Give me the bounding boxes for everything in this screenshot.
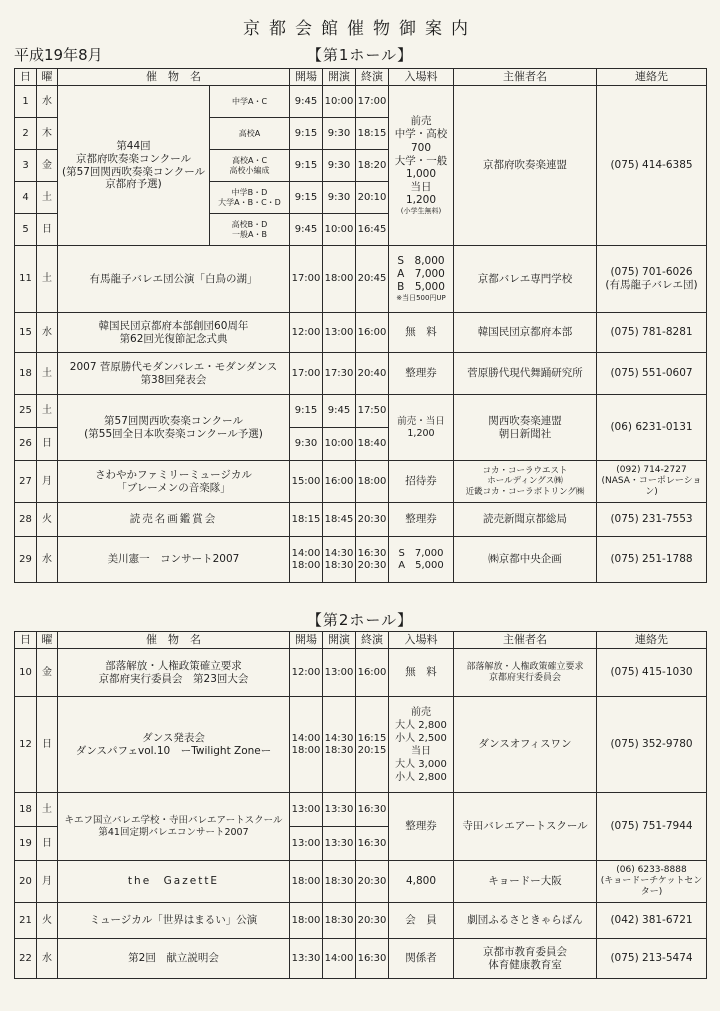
event-name: 第2回 献立説明会 bbox=[58, 939, 290, 979]
start-time: 10:00 bbox=[323, 428, 356, 461]
contact-phone: (075) 415-1030 bbox=[597, 649, 707, 697]
col-header-fee: 入場料 bbox=[389, 69, 454, 86]
start-time: 18:00 bbox=[323, 246, 356, 313]
end-time: 16:00 bbox=[356, 313, 389, 353]
start-time: 14:00 bbox=[323, 939, 356, 979]
col-header-weekday: 曜 bbox=[37, 632, 58, 649]
event-name: さわやかファミリーミュージカル 「ブレーメンの音楽隊」 bbox=[58, 461, 290, 503]
fee-text: 無 料 bbox=[389, 649, 454, 697]
start-time: 18:30 bbox=[323, 903, 356, 939]
weekday-cell: 水 bbox=[37, 86, 58, 118]
start-time: 13:00 bbox=[323, 649, 356, 697]
organizer-name: 寺田バレエアートスクール bbox=[454, 793, 597, 861]
open-time: 14:00 18:00 bbox=[290, 537, 323, 583]
fee-text: 整理券 bbox=[389, 793, 454, 861]
fee-text: 整理券 bbox=[389, 503, 454, 537]
table-row bbox=[15, 903, 707, 939]
contact-phone: (075) 701-6026 (有馬龍子バレエ団) bbox=[597, 246, 707, 313]
contact-phone: (075) 231-7553 bbox=[597, 503, 707, 537]
table-row bbox=[15, 395, 707, 428]
end-time: 16:30 20:30 bbox=[356, 537, 389, 583]
organizer-name: 京都バレエ専門学校 bbox=[454, 246, 597, 313]
event-subdivision: 高校A・C 高校小編成 bbox=[210, 150, 290, 182]
open-time: 15:00 bbox=[290, 461, 323, 503]
organizer-name: 読売新聞京都総局 bbox=[454, 503, 597, 537]
contact-phone: (075) 352-9780 bbox=[597, 697, 707, 793]
table-row bbox=[15, 649, 707, 697]
start-time: 10:00 bbox=[323, 86, 356, 118]
day-cell: 12 bbox=[15, 697, 37, 793]
col-header-day: 日 bbox=[15, 632, 37, 649]
col-header-day: 日 bbox=[15, 69, 37, 86]
day-cell: 29 bbox=[15, 537, 37, 583]
weekday-cell: 日 bbox=[37, 214, 58, 246]
open-time: 13:00 bbox=[290, 793, 323, 827]
event-name: キエフ国立バレエ学校・寺田バレエアートスクール 第41回定期バレエコンサート2007 bbox=[58, 793, 290, 861]
table-row bbox=[15, 537, 707, 583]
day-cell: 2 bbox=[15, 118, 37, 150]
fee-text: 無 料 bbox=[389, 313, 454, 353]
start-time: 13:00 bbox=[323, 313, 356, 353]
end-time: 16:45 bbox=[356, 214, 389, 246]
open-time: 9:15 bbox=[290, 150, 323, 182]
organizer-name: 京都府吹奏楽連盟 bbox=[454, 86, 597, 246]
contact-phone: (06) 6233-8888 (キョードーチケットセンター) bbox=[597, 861, 707, 903]
end-time: 18:20 bbox=[356, 150, 389, 182]
start-time: 14:30 18:30 bbox=[323, 697, 356, 793]
weekday-cell: 火 bbox=[37, 503, 58, 537]
start-time: 13:30 bbox=[323, 827, 356, 861]
weekday-cell: 火 bbox=[37, 903, 58, 939]
day-cell: 21 bbox=[15, 903, 37, 939]
col-header-organizer: 主催者名 bbox=[454, 69, 597, 86]
end-time: 18:00 bbox=[356, 461, 389, 503]
page-title: 京都会館催物御案内 bbox=[243, 19, 477, 39]
organizer-name: ダンスオフィスワン bbox=[454, 697, 597, 793]
open-time: 18:15 bbox=[290, 503, 323, 537]
organizer-name: 菅原勝代現代舞踊研究所 bbox=[454, 353, 597, 395]
col-header-start: 開演 bbox=[323, 69, 356, 86]
organizer-name: ㈱京都中央企画 bbox=[454, 537, 597, 583]
open-time: 9:30 bbox=[290, 428, 323, 461]
table-row bbox=[15, 313, 707, 353]
table-header-row bbox=[15, 69, 707, 86]
start-time: 16:00 bbox=[323, 461, 356, 503]
event-name: 部落解放・人権政策確立要求 京都府実行委員会 第23回大会 bbox=[58, 649, 290, 697]
open-time: 17:00 bbox=[290, 246, 323, 313]
open-time: 13:00 bbox=[290, 827, 323, 861]
hall2-schedule-table bbox=[14, 631, 707, 979]
col-header-contact: 連絡先 bbox=[597, 69, 707, 86]
col-header-event: 催 物 名 bbox=[58, 632, 290, 649]
open-time: 12:00 bbox=[290, 649, 323, 697]
fee-text: 前売・当日 1,200 bbox=[389, 395, 454, 461]
weekday-cell: 水 bbox=[37, 313, 58, 353]
table-row bbox=[15, 793, 707, 827]
weekday-cell: 土 bbox=[37, 353, 58, 395]
end-time: 17:00 bbox=[356, 86, 389, 118]
weekday-cell: 土 bbox=[37, 395, 58, 428]
col-header-open: 開場 bbox=[290, 632, 323, 649]
end-time: 16:30 bbox=[356, 827, 389, 861]
fee-text: 会 員 bbox=[389, 903, 454, 939]
day-cell: 18 bbox=[15, 793, 37, 827]
col-header-start: 開演 bbox=[323, 632, 356, 649]
fee-text: 前売 中学・高校 700 大学・一般 1,000 当日 1,200 bbox=[394, 115, 448, 207]
weekday-cell: 日 bbox=[37, 697, 58, 793]
col-header-weekday: 曜 bbox=[37, 69, 58, 86]
day-cell: 20 bbox=[15, 861, 37, 903]
start-time: 9:30 bbox=[323, 118, 356, 150]
event-name: 第44回 京都府吹奏楽コンクール (第57回関西吹奏楽コンクール 京都府予選) bbox=[58, 86, 210, 246]
day-cell: 3 bbox=[15, 150, 37, 182]
start-time: 9:30 bbox=[323, 150, 356, 182]
event-name: 読売名画鑑賞会 bbox=[58, 503, 290, 537]
day-cell: 11 bbox=[15, 246, 37, 313]
open-time: 18:00 bbox=[290, 861, 323, 903]
table-row bbox=[15, 861, 707, 903]
table-row bbox=[15, 697, 707, 793]
open-time: 9:15 bbox=[290, 118, 323, 150]
end-time: 18:15 bbox=[356, 118, 389, 150]
start-time: 14:30 18:30 bbox=[323, 537, 356, 583]
organizer-name: 関西吹奏楽連盟 朝日新聞社 bbox=[454, 395, 597, 461]
col-header-end: 終演 bbox=[356, 632, 389, 649]
day-cell: 28 bbox=[15, 503, 37, 537]
hall1-heading: 【第1ホール】 bbox=[306, 46, 414, 64]
end-time: 20:30 bbox=[356, 861, 389, 903]
event-subdivision: 中学B・D 大学A・B・C・D bbox=[210, 182, 290, 214]
contact-phone: (075) 213-5474 bbox=[597, 939, 707, 979]
event-subdivision: 高校A bbox=[210, 118, 290, 150]
day-cell: 19 bbox=[15, 827, 37, 861]
weekday-cell: 土 bbox=[37, 246, 58, 313]
contact-phone: (075) 751-7944 bbox=[597, 793, 707, 861]
event-subdivision: 中学A・C bbox=[210, 86, 290, 118]
end-time: 16:00 bbox=[356, 649, 389, 697]
open-time: 9:15 bbox=[290, 182, 323, 214]
weekday-cell: 金 bbox=[37, 150, 58, 182]
day-cell: 18 bbox=[15, 353, 37, 395]
contact-phone: (092) 714-2727 (NASA・コーポレーション) bbox=[597, 461, 707, 503]
open-time: 9:45 bbox=[290, 86, 323, 118]
day-cell: 22 bbox=[15, 939, 37, 979]
fee-text: 整理券 bbox=[389, 353, 454, 395]
table-row bbox=[15, 86, 707, 118]
table-header-row bbox=[15, 632, 707, 649]
fee-text: 招待券 bbox=[389, 461, 454, 503]
table-row bbox=[15, 246, 707, 313]
col-header-fee: 入場料 bbox=[389, 632, 454, 649]
open-time: 13:30 bbox=[290, 939, 323, 979]
table-row bbox=[15, 461, 707, 503]
table-row bbox=[15, 353, 707, 395]
fee-note: (小学生無料) bbox=[400, 207, 442, 216]
weekday-cell: 日 bbox=[37, 428, 58, 461]
fee-text: 前売 大人 2,800 小人 2,500 当日 大人 3,000 小人 2,800 bbox=[389, 697, 454, 793]
contact-phone: (075) 781-8281 bbox=[597, 313, 707, 353]
event-name: the GazettE bbox=[58, 861, 290, 903]
day-cell: 27 bbox=[15, 461, 37, 503]
weekday-cell: 土 bbox=[37, 182, 58, 214]
fee-text: S 7,000 A 5,000 bbox=[389, 537, 454, 583]
event-name: 美川憲一 コンサート2007 bbox=[58, 537, 290, 583]
contact-phone: (075) 251-1788 bbox=[597, 537, 707, 583]
organizer-name: 京都市教育委員会 体育健康教育室 bbox=[454, 939, 597, 979]
end-time: 20:45 bbox=[356, 246, 389, 313]
open-time: 17:00 bbox=[290, 353, 323, 395]
weekday-cell: 日 bbox=[37, 827, 58, 861]
end-time: 20:40 bbox=[356, 353, 389, 395]
weekday-cell: 金 bbox=[37, 649, 58, 697]
day-cell: 15 bbox=[15, 313, 37, 353]
start-time: 18:45 bbox=[323, 503, 356, 537]
fee-text: S 8,000 A 7,000 B 5,000 bbox=[397, 255, 445, 294]
day-cell: 26 bbox=[15, 428, 37, 461]
col-header-end: 終演 bbox=[356, 69, 389, 86]
weekday-cell: 月 bbox=[37, 461, 58, 503]
contact-phone: (075) 551-0607 bbox=[597, 353, 707, 395]
end-time: 18:40 bbox=[356, 428, 389, 461]
organizer-name: キョードー大阪 bbox=[454, 861, 597, 903]
end-time: 20:30 bbox=[356, 503, 389, 537]
fee-text: 4,800 bbox=[389, 861, 454, 903]
event-name: 第57回関西吹奏楽コンクール (第55回全日本吹奏楽コンクール予選) bbox=[58, 395, 290, 461]
open-time: 18:00 bbox=[290, 903, 323, 939]
organizer-name: 韓国民団京都府本部 bbox=[454, 313, 597, 353]
open-time: 9:45 bbox=[290, 214, 323, 246]
col-header-event: 催 物 名 bbox=[58, 69, 290, 86]
weekday-cell: 水 bbox=[37, 939, 58, 979]
event-name: ダンス発表会 ダンスパフェvol.10 ーTwilight Zoneー bbox=[58, 697, 290, 793]
col-header-organizer: 主催者名 bbox=[454, 632, 597, 649]
day-cell: 4 bbox=[15, 182, 37, 214]
hall2-heading: 【第2ホール】 bbox=[306, 611, 414, 629]
weekday-cell: 木 bbox=[37, 118, 58, 150]
start-time: 10:00 bbox=[323, 214, 356, 246]
event-name: 韓国民団京都府本部創団60周年 第62回光復節記念式典 bbox=[58, 313, 290, 353]
day-cell: 10 bbox=[15, 649, 37, 697]
event-name: ミュージカル「世界はまるい」公演 bbox=[58, 903, 290, 939]
day-cell: 1 bbox=[15, 86, 37, 118]
fee-cell bbox=[389, 246, 454, 313]
period-label: 平成19年8月 bbox=[14, 46, 103, 64]
end-time: 17:50 bbox=[356, 395, 389, 428]
event-name: 2007 菅原勝代モダンバレエ・モダンダンス 第38回発表会 bbox=[58, 353, 290, 395]
event-name: 有馬龍子バレエ団公演「白鳥の湖」 bbox=[58, 246, 290, 313]
organizer-name: コカ・コーラウエスト ホールディングス㈱ 近畿コカ・コーラボトリング㈱ bbox=[454, 461, 597, 503]
fee-text: 関係者 bbox=[389, 939, 454, 979]
day-cell: 25 bbox=[15, 395, 37, 428]
end-time: 20:30 bbox=[356, 903, 389, 939]
fee-note: ※当日500円UP bbox=[396, 294, 446, 303]
end-time: 20:10 bbox=[356, 182, 389, 214]
organizer-name: 劇団ふるさときゃらばん bbox=[454, 903, 597, 939]
open-time: 12:00 bbox=[290, 313, 323, 353]
contact-phone: (075) 414-6385 bbox=[597, 86, 707, 246]
hall1-schedule-table bbox=[14, 68, 707, 583]
event-subdivision: 高校B・D 一般A・B bbox=[210, 214, 290, 246]
table-row bbox=[15, 939, 707, 979]
weekday-cell: 土 bbox=[37, 793, 58, 827]
col-header-contact: 連絡先 bbox=[597, 632, 707, 649]
start-time: 17:30 bbox=[323, 353, 356, 395]
end-time: 16:30 bbox=[356, 939, 389, 979]
day-cell: 5 bbox=[15, 214, 37, 246]
open-time: 9:15 bbox=[290, 395, 323, 428]
weekday-cell: 月 bbox=[37, 861, 58, 903]
col-header-open: 開場 bbox=[290, 69, 323, 86]
start-time: 9:30 bbox=[323, 182, 356, 214]
organizer-name: 部落解放・人権政策確立要求 京都府実行委員会 bbox=[454, 649, 597, 697]
fee-cell bbox=[389, 86, 454, 246]
open-time: 14:00 18:00 bbox=[290, 697, 323, 793]
start-time: 18:30 bbox=[323, 861, 356, 903]
weekday-cell: 水 bbox=[37, 537, 58, 583]
start-time: 9:45 bbox=[323, 395, 356, 428]
end-time: 16:30 bbox=[356, 793, 389, 827]
contact-phone: (06) 6231-0131 bbox=[597, 395, 707, 461]
end-time: 16:15 20:15 bbox=[356, 697, 389, 793]
contact-phone: (042) 381-6721 bbox=[597, 903, 707, 939]
start-time: 13:30 bbox=[323, 793, 356, 827]
table-row bbox=[15, 503, 707, 537]
